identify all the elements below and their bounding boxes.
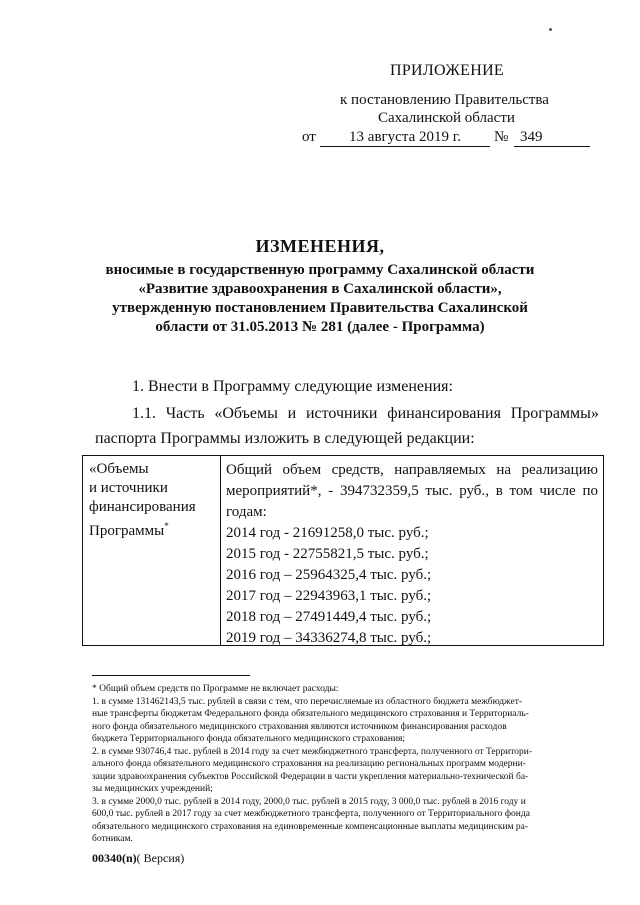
appendix-line-2: Сахалинской области: [378, 110, 515, 126]
left-cell-line: финансирования: [89, 499, 196, 515]
scan-speck: [549, 28, 552, 31]
left-cell-line: «Объемы: [89, 461, 149, 477]
appendix-line-1: к постановлению Правительства: [340, 92, 549, 108]
p2-word: и: [287, 405, 297, 422]
p2-word: Программы»: [510, 405, 599, 422]
year-row: 2014 год - 21691258,0 тыс. руб.;: [226, 525, 429, 541]
p2-word: Часть: [165, 405, 205, 422]
right-cell-line-3: годам:: [226, 504, 267, 520]
financing-table: [82, 455, 604, 646]
heading-line-3: утвержденную постановлением Правительства Сахалинской: [112, 300, 528, 316]
table-right-cell: [226, 460, 598, 649]
footnote-line: ального фонда обязательного медицинского страхования на реализацию региональных программ модерни-: [92, 759, 526, 769]
footnote-marker: *: [164, 521, 169, 531]
right-cell-line-2: мероприятий*, - 394732359,5 тыс. руб., в том числе по: [226, 483, 598, 499]
table-column-divider: [220, 456, 221, 645]
year-row: 2018 год – 27491449,4 тыс. руб.;: [226, 609, 432, 625]
heading-line-4: области от 31.05.2013 № 281 (далее - Программа): [155, 319, 485, 335]
table-left-cell: [89, 460, 217, 541]
document-code-version: ( Версия): [136, 851, 185, 865]
footnote-line: зации здравоохранения субъектов Российской Федерации в части укрепления материально-технической ба-: [92, 771, 529, 782]
year-row: 2016 год – 25964325,4 тыс. руб.;: [226, 567, 432, 583]
paragraph-1: 1. Внести в Программу следующие изменения:: [132, 378, 453, 395]
heading-line-2: «Развитие здравоохранения в Сахалинской области»,: [138, 281, 502, 297]
footnote-line: ботникам.: [92, 834, 133, 844]
footnote-line: зы медицинских учреждений;: [92, 784, 213, 794]
appendix-title: ПРИЛОЖЕНИЕ: [390, 62, 505, 79]
footnote-line: * Общий объем средств по Программе не включает расходы:: [92, 684, 339, 694]
year-row: 2019 год – 34336274,8 тыс. руб.;: [226, 630, 432, 646]
footnote-line: обязательного медицинского страхования на единовременные компенсационные выплаты медицинским ра-: [92, 821, 529, 832]
document-code-number: 00340(n): [92, 851, 137, 865]
p2-word: «Объемы: [214, 405, 278, 422]
p2-word: источники: [305, 405, 378, 422]
right-cell-line-1: Общий объем средств, направляемых на реализацию: [226, 462, 598, 478]
number-label: №: [494, 129, 509, 145]
footnote-line: ные трансферты бюджетам Федерального фонда обязательного медицинского страхования и Территориаль-: [92, 709, 529, 719]
date-value: 13 августа 2019 г.: [320, 129, 490, 147]
paragraph-1-1-continued: паспорта Программы изложить в следующей редакции:: [95, 430, 475, 447]
date-label: от: [302, 129, 316, 145]
footnote-line: 3. в сумме 2000,0 тыс. рублей в 2014 году, 2000,0 тыс. рублей в 2015 году, 3 000,0 тыс. рублей в 2016 году и: [92, 796, 526, 807]
p2-word: финансирования: [387, 405, 501, 422]
footnote-line: бюджета Территориального фонда обязательного медицинского страхования;: [92, 734, 406, 744]
heading-line-1: вносимые в государственную программу Сахалинской области: [105, 262, 535, 278]
p2-word: 1.1.: [132, 405, 156, 422]
document-title: ИЗМЕНЕНИЯ,: [255, 236, 385, 256]
footnote-line: 600,0 тыс. рублей в 2017 году за счет межбюджетного трансферта, полученного от Территориального фонда: [92, 809, 530, 819]
footnote: [92, 683, 598, 846]
number-field: [514, 129, 590, 147]
footnote-line: ного фонда обязательного медицинского страхования являются источником финансирования расходов: [92, 721, 507, 732]
footnote-line: 2. в сумме 930746,4 тыс. рублей в 2014 году за счет межбюджетного трансферта, полученного от Территори-: [92, 746, 532, 757]
paragraph-1-1: [132, 405, 599, 423]
footnote-line: 1. в сумме 131462143,5 тыс. рублей в связи с тем, что перечисляемые из областного бюджета межбюджет-: [92, 696, 523, 707]
document-code: [92, 851, 184, 866]
footnote-separator: [92, 675, 250, 676]
appendix-date-row: [302, 129, 602, 149]
year-row: 2017 год – 22943963,1 тыс. руб.;: [226, 588, 432, 604]
number-value: 349: [520, 129, 543, 145]
left-cell-line: и источники: [89, 480, 168, 496]
left-cell-line: Программы*: [89, 521, 169, 539]
year-row: 2015 год - 22755821,5 тыс. руб.;: [226, 546, 429, 562]
